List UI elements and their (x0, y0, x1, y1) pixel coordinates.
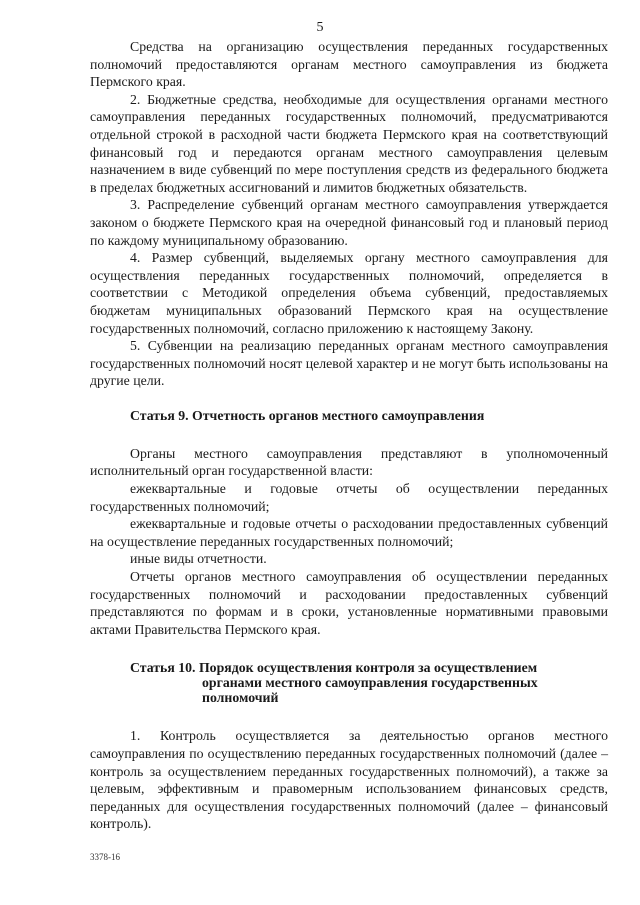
article-10-heading-line: органами местного самоуправления государственных (202, 675, 538, 691)
paragraph: 2. Бюджетные средства, необходимые для осуществления органами местного самоуправления переданных государственных полномочий, предусматриваются отдельной строкой в расходной части бюджета Пермского края на соответствующий финансовый год и передаются органам местного самоуправления целевым назначением в виде субвенций по мере поступления средств из федерального бюджета в пределах бюджетных ассигнований и лимитов бюджетных обязательств. (90, 91, 608, 195)
article-10-heading-line: полномочий (202, 690, 279, 706)
footer-code: 3378-16 (90, 852, 120, 862)
article-9-heading: Статья 9. Отчетность органов местного самоуправления (130, 407, 485, 423)
document-body (90, 38, 608, 833)
paragraph: Органы местного самоуправления представляют в уполномоченный исполнительный орган государственной власти: (90, 445, 608, 479)
paragraph: иные виды отчетности. (130, 551, 267, 567)
paragraph: Средства на организацию осуществления переданных государственных полномочий предоставляются органам местного самоуправления из бюджета Пермского края. (90, 39, 608, 90)
paragraph: ежеквартальные и годовые отчеты о расходовании предоставленных субвенций на осуществление переданных государственных полномочий; (90, 516, 608, 549)
paragraph: 3. Распределение субвенций органам местного самоуправления утверждается законом о бюджете Пермского края на очередной финансовый год и плановый период по каждому муниципальному образованию. (90, 197, 608, 248)
article-10-heading (90, 660, 608, 705)
paragraph: 4. Размер субвенций, выделяемых органу местного самоуправления для осуществления переданных государственных полномочий, определяется в соответствии с Методикой определения объема субвенций, предоставляемых бюджетам муниципальных образований Пермского края на осуществление государственных полномочий, согласно приложению к настоящему Закону. (90, 250, 608, 336)
paragraph: 1. Контроль осуществляется за деятельностью органов местного самоуправления по осуществлению переданных государственных полномочий (далее – контроль за осуществлением переданных государственных полномочий), а также за целевым, эффективным и правомерным использованием финансовых средств, переданных для осуществления государственных полномочий (далее – финансовый контроль). (90, 728, 608, 832)
page-number: 5 (316, 20, 324, 35)
paragraph: ежеквартальные и годовые отчеты об осуществлении переданных государственных полномочий; (90, 481, 608, 514)
paragraph: 5. Субвенции на реализацию переданных органам местного самоуправления государственных полномочий носят целевой характер и не могут быть использованы на другие цели. (90, 338, 608, 389)
article-10-heading-line: Статья 10. Порядок осуществления контроля за осуществлением (130, 660, 538, 676)
paragraph: Отчеты органов местного самоуправления об осуществлении переданных государственных полномочий и расходовании предоставленных субвенций представляются по формам и в сроки, установленные нормативными правовыми актами Правительства Пермского края. (90, 569, 608, 637)
